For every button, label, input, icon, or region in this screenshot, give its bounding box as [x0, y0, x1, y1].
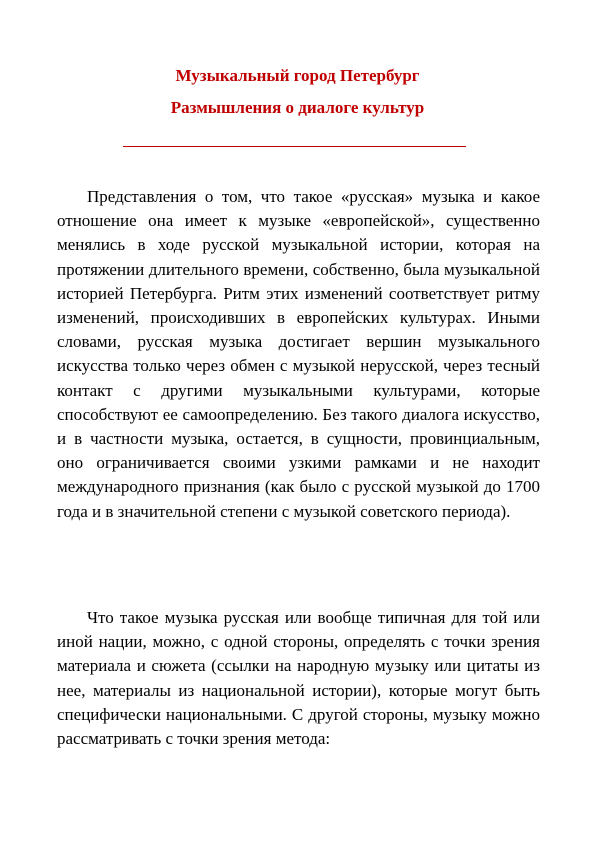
document-title: Музыкальный город Петербург — [175, 66, 420, 85]
title-underline-divider — [123, 146, 466, 147]
document-subtitle: Размышления о диалоге культур — [170, 98, 425, 117]
body-paragraph-2: Что такое музыка русская или вообще типичная для той или иной нации, можно, с одной стороны, определять с точки зрения материала и сюжета (ссылки на народную музыку или цитаты из нее, материалы из национальной истории), которые могут быть специфически национальными. С другой стороны, музыку можно рассматривать с точки зрения метода: — [57, 608, 540, 749]
body-paragraph-1: Представления о том, что такое «русская» музыка и какое отношение она имеет к музыке «европейской», существенно менялись в ходе русской музыкальной истории, которая на протяжении длительного времени, собственно, была музыкальной историей Петербурга. Ритм этих изменений соответствует ритму изменений, происходивших в европейских культурах. Иными словами, русская музыка достигает вершин музыкального искусства только через обмен с музыкой нерусской, через тесный контакт с другими музыкальными культурами, которые способствуют ее самоопределению. Без такого диалога искусство, и в частности музыка, остается, в сущности, провинциальным, оно ограничивается своими узкими рамками и не находит международного признания (как было с русской музыкой до 1700 года и в значительной степени с музыкой советского периода). — [57, 187, 540, 521]
